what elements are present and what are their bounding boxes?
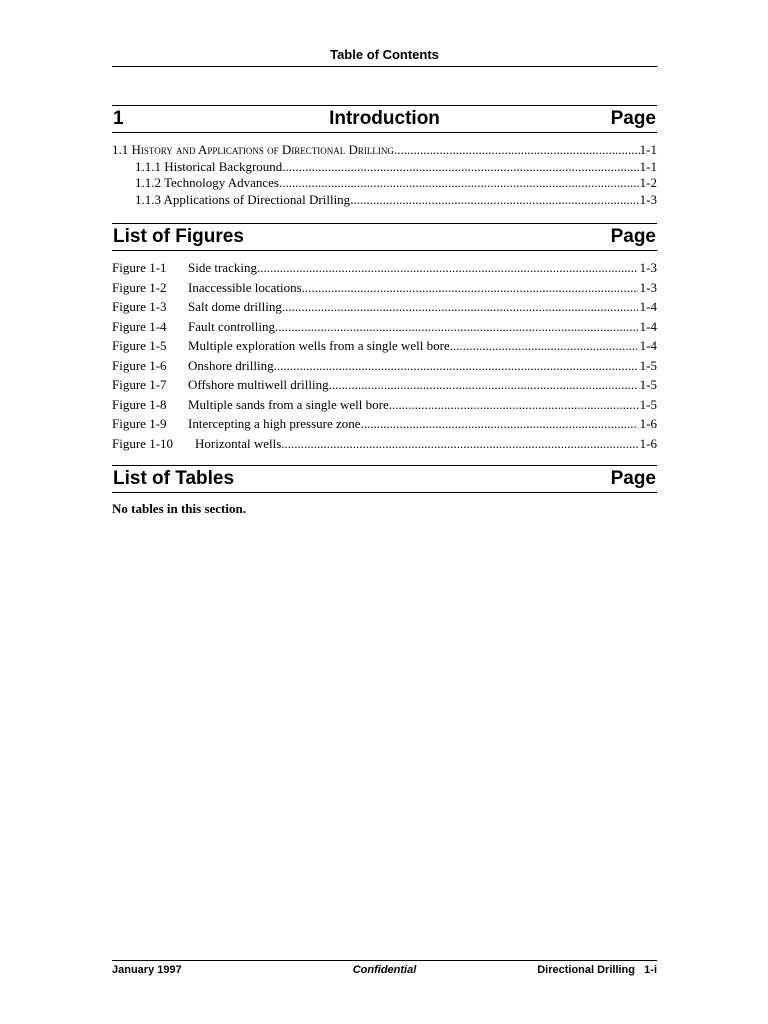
figure-number: Figure 1-8 (112, 396, 167, 412)
footer-rule (112, 960, 657, 961)
figure-title: Multiple exploration wells from a single well bore. (188, 338, 453, 353)
footer-date: January 1997 (112, 964, 182, 976)
toc-entry[interactable] (112, 175, 657, 192)
figure-entry[interactable] (112, 317, 657, 337)
leader-dots (279, 175, 640, 192)
figure-title: Intercepting a high pressure zone. (188, 416, 364, 431)
figure-page: 1-5 (639, 396, 657, 412)
toc-entry-page: 1-3 (639, 191, 657, 207)
figures-title: List of Figures (113, 226, 244, 247)
figure-page: 1-3 (639, 260, 657, 275)
figure-number: Figure 1-4 (112, 318, 167, 334)
leader-dots (285, 434, 638, 454)
tables-title: List of Tables (113, 468, 235, 489)
figure-title: Salt dome drilling. (188, 299, 286, 314)
figure-entry[interactable] (112, 258, 657, 278)
toc-entry-label: 1.1.3 Applications of Directional Drilling (135, 191, 351, 207)
chapter-number: 1 (113, 108, 124, 129)
figure-title: Onshore drilling. (188, 357, 277, 373)
leader-dots (302, 278, 638, 298)
figures-heading (112, 223, 657, 251)
figure-number: Figure 1-2 (112, 279, 167, 295)
leader-dots (282, 159, 639, 176)
header-rule (112, 66, 657, 67)
footer-confidential: Confidential (352, 964, 417, 976)
introduction-heading (112, 105, 657, 133)
figures-section (112, 223, 657, 453)
chapter-title: Introduction (329, 108, 440, 129)
figure-list (112, 258, 657, 453)
page-column-label: Page (610, 108, 656, 129)
figure-page: 1-4 (639, 318, 657, 334)
leader-dots (350, 192, 639, 209)
toc-entry-page: 1-1 (639, 158, 657, 174)
figure-entry[interactable] (112, 434, 657, 454)
leader-dots (278, 317, 637, 337)
figure-number: Figure 1-7 (112, 377, 167, 392)
figure-title: Side tracking (188, 260, 257, 275)
toc-entries (112, 142, 657, 208)
toc-entry-label: 1.1.2 Technology Advances (135, 175, 279, 190)
page-footer (112, 964, 657, 978)
footer-doc-page: Directional Drilling 1-i (537, 964, 657, 976)
figure-page: 1-5 (639, 357, 657, 373)
page-column-label: Page (610, 226, 656, 247)
figure-number: Figure 1-9 (112, 416, 167, 431)
tables-section (112, 465, 657, 517)
figure-page: 1-3 (639, 279, 657, 295)
leader-dots (257, 258, 638, 278)
figure-title: Horizontal wells. (195, 435, 285, 451)
introduction-section (112, 105, 657, 208)
toc-entry[interactable] (112, 192, 657, 209)
toc-entry-label: 1.1.1 Historical Background (135, 158, 283, 174)
leader-dots (394, 142, 640, 159)
figure-number: Figure 1-10 (112, 435, 174, 451)
figure-number: Figure 1-1 (112, 260, 167, 275)
leader-dots (332, 375, 638, 395)
toc-entry-page: 1-2 (639, 175, 657, 190)
figure-title: Offshore multiwell drilling. (188, 377, 332, 392)
figure-entry[interactable] (112, 297, 657, 317)
figure-number: Figure 1-6 (112, 357, 167, 373)
leader-dots (453, 336, 638, 356)
page-header-title: Table of Contents (330, 47, 439, 62)
figure-page: 1-5 (639, 377, 657, 392)
tables-heading (112, 465, 657, 493)
toc-entry-page: 1-1 (639, 142, 657, 157)
leader-dots (285, 297, 638, 317)
figure-title: Fault controlling. (188, 318, 279, 334)
page-column-label: Page (610, 468, 656, 489)
figure-entry[interactable] (112, 336, 657, 356)
toc-entry[interactable] (112, 142, 657, 159)
figure-number: Figure 1-5 (112, 338, 167, 353)
figure-page: 1-4 (639, 338, 657, 353)
leader-dots (277, 356, 638, 376)
figure-entry[interactable] (112, 278, 657, 298)
figure-number: Figure 1-3 (112, 299, 167, 314)
figure-page: 1-6 (639, 416, 657, 431)
figure-entry[interactable] (112, 356, 657, 376)
figure-entry[interactable] (112, 414, 657, 434)
toc-entry-label: 1.1 History and Applications of Directional Drilling (112, 142, 394, 157)
figure-entry[interactable] (112, 375, 657, 395)
figure-page: 1-4 (639, 299, 657, 314)
toc-entry[interactable] (112, 159, 657, 176)
figure-entry[interactable] (112, 395, 657, 415)
figure-title: Multiple sands from a single well bore. (188, 396, 392, 412)
leader-dots (392, 395, 638, 415)
no-tables-note: No tables in this section. (112, 501, 246, 516)
figure-title: Inaccessible locations (188, 279, 302, 295)
leader-dots (364, 414, 638, 434)
figure-page: 1-6 (639, 435, 657, 451)
